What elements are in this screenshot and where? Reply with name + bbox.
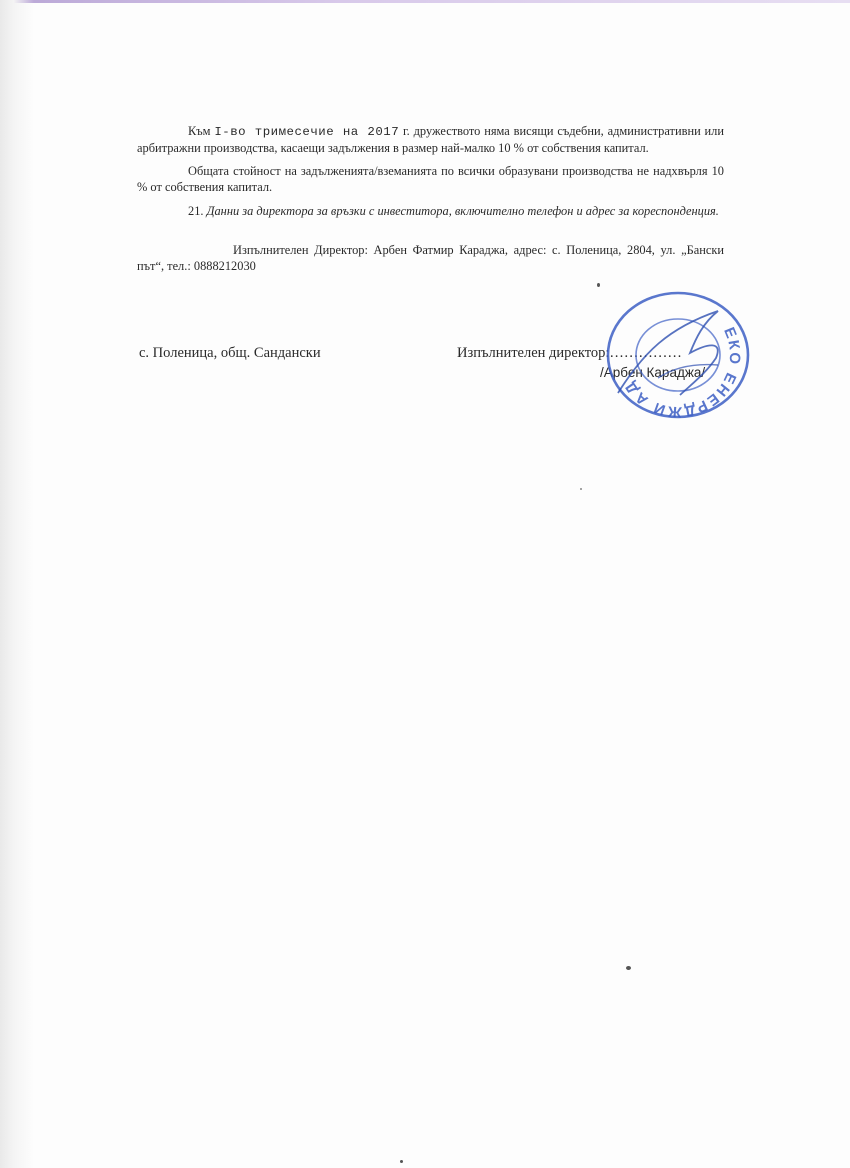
paragraph-quarter: I-во тримесечие на 2017 xyxy=(214,125,400,139)
section-21-heading xyxy=(137,203,724,219)
scan-speck xyxy=(597,283,600,287)
paragraph-lead: Към xyxy=(188,124,215,138)
paragraph-total-value: Общата стойност на задълженията/вземанията по всички образувани производства не надхвърля 10 % от собствения капитал. xyxy=(137,164,724,194)
section-title: Данни за директора за връзки с инвеститора, включително телефон и адрес за кореспонденция. xyxy=(206,204,719,218)
place-of-signing: с. Поленица, общ. Сандански xyxy=(139,345,321,361)
paragraph-legal-proceedings xyxy=(137,123,724,156)
director-name: /Арбен Караджа/ xyxy=(600,365,706,380)
stamp-text: ЕКО ЕНЕРДЖИ АД xyxy=(620,324,744,421)
scan-left-edge xyxy=(0,0,34,1168)
scan-speck xyxy=(626,966,631,970)
scan-speck xyxy=(580,488,582,490)
scan-speck xyxy=(400,1160,403,1163)
company-stamp-icon xyxy=(598,283,758,428)
section-number: 21. xyxy=(188,204,207,218)
paragraph-director-contact: Изпълнителен Директор: Арбен Фатмир Караджа, адрес: с. Поленица, 2804, ул. „Бански път“, тел.: 0888212030 xyxy=(137,243,724,273)
paragraph-rest: г. дружеството няма висящи съдебни, административни или арбитражни производства, касаещи задължения в размер най-малко 10 % от собствения капитал. xyxy=(137,124,724,155)
scan-top-edge xyxy=(0,0,850,3)
director-signature-label: Изпълнителен директор:…………… xyxy=(457,345,682,361)
